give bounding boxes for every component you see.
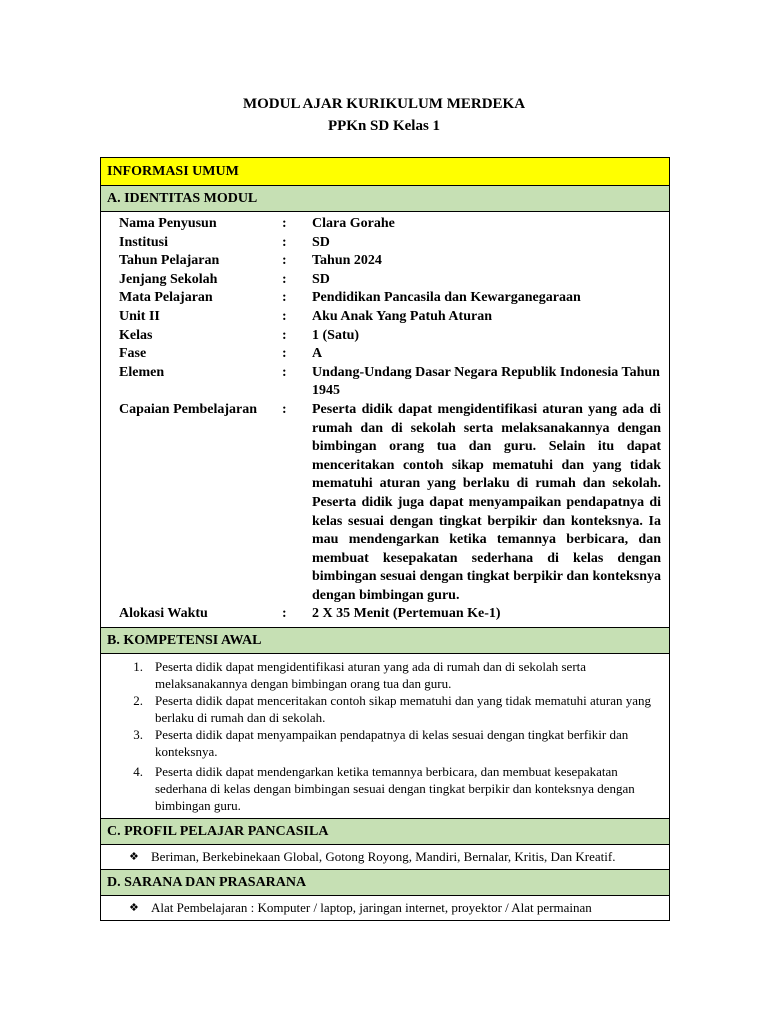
list-item — [101, 658, 661, 692]
section-profil-pelajar: C. PROFIL PELAJAR PANCASILA — [101, 819, 669, 845]
identitas-row — [119, 308, 663, 327]
diamond-bullet-icon: ❖ — [129, 850, 139, 864]
row-label: Alokasi Waktu — [119, 606, 208, 622]
row-colon: : — [282, 346, 287, 362]
identitas-row — [119, 234, 663, 253]
list-item — [101, 763, 661, 814]
list-number: 2. — [133, 693, 143, 709]
section-kompetensi-awal: B. KOMPETENSI AWAL — [101, 628, 669, 654]
document-title: MODUL AJAR KURIKULUM MERDEKA — [242, 96, 526, 112]
row-label: Mata Pelajaran — [119, 290, 213, 306]
list-text: Peserta didik dapat mendengarkan ketika temannya berbicara, dan membuat kesepakatan sederhana di kelas dengan bimbingan sesuai dengan tingkat berpikir dan konteksnya dengan bimbingan guru. — [155, 764, 635, 814]
identitas-row — [119, 327, 663, 346]
row-label: Fase — [119, 346, 147, 362]
list-text: Peserta didik dapat menceritakan contoh sikap mematuhi dan yang tidak mematuhi aturan yang berlaku di rumah dan di sekolah. — [155, 693, 652, 726]
sarana-text: Alat Pembelajaran : Komputer / laptop, jaringan internet, proyektor / Alat permainan — [151, 900, 592, 916]
list-text: Peserta didik dapat menyampaikan pendapatnya di kelas sesuai dengan tingkat berfikir dan konteksnya. — [155, 727, 629, 760]
row-value: A — [312, 346, 323, 362]
row-value: Peserta didik dapat mengidentifikasi aturan yang ada di rumah dan di sekolah serta melaksanakannya dengan bimbingan orang tua dan guru. Selain itu dapat menceritakan contoh sikap mematuhi dan yang tidak mematuhi aturan yang berlaku di rumah dan sekolah. Peserta didik juga dapat menyampaikan pendapatnya di kelas sesuai dengan tingkat berpikir dan konteksnya. Ia mau mendengarkan ketika temannya berbicara, dan membuat kesepakatan sederhana di kelas dengan bimbingan sesuai dengan tingkat berpikir dan konteksnya dengan bimbingan guru. — [312, 401, 661, 603]
sarana-item — [101, 896, 669, 920]
list-number: 1. — [133, 659, 143, 675]
row-colon: : — [282, 253, 287, 269]
identitas-row — [119, 271, 663, 290]
row-label: Capaian Pembelajaran — [119, 401, 258, 417]
row-colon: : — [282, 290, 287, 306]
list-number: 3. — [133, 727, 143, 743]
row-value: Aku Anak Yang Patuh Aturan — [312, 308, 492, 324]
row-value: Pendidikan Pancasila dan Kewarganegaraan — [312, 290, 581, 306]
identitas-row — [119, 345, 663, 364]
identitas-block — [101, 212, 669, 628]
row-value: Undang-Undang Dasar Negara Republik Indonesia Tahun 1945 — [312, 364, 660, 399]
row-colon: : — [282, 606, 287, 622]
identitas-row — [119, 252, 663, 271]
diamond-bullet-icon: ❖ — [129, 901, 139, 915]
row-colon: : — [282, 364, 287, 380]
row-label: Institusi — [119, 234, 169, 250]
row-label: Tahun Pelajaran — [119, 253, 220, 269]
section-sarana-prasarana: D. SARANA DAN PRASARANA — [101, 870, 669, 896]
row-colon: : — [282, 271, 287, 287]
row-value: Tahun 2024 — [312, 253, 382, 269]
section-informasi-umum: INFORMASI UMUM — [101, 158, 669, 186]
identitas-row — [119, 364, 663, 401]
row-colon: : — [282, 234, 287, 250]
list-item — [101, 692, 661, 726]
row-value: SD — [312, 234, 330, 250]
row-label: Kelas — [119, 327, 153, 343]
identitas-row — [119, 401, 663, 606]
section-identitas-modul: A. IDENTITAS MODUL — [101, 186, 669, 212]
list-text: Peserta didik dapat mengidentifikasi aturan yang ada di rumah dan di sekolah serta melaksanakannya dengan bimbingan orang tua dan guru. — [155, 659, 587, 692]
identitas-row — [119, 289, 663, 308]
list-item — [101, 726, 661, 760]
row-label: Elemen — [119, 364, 165, 380]
kompetensi-list — [101, 654, 669, 819]
row-label: Nama Penyusun — [119, 216, 217, 231]
row-value: Clara Gorahe — [312, 216, 395, 231]
row-value: 1 (Satu) — [312, 327, 360, 343]
profil-text: Beriman, Berkebinekaan Global, Gotong Royong, Mandiri, Bernalar, Kritis, Dan Kreatif. — [151, 849, 616, 865]
document-subtitle: PPKn SD Kelas 1 — [327, 118, 441, 134]
row-colon: : — [282, 216, 287, 231]
row-label: Unit II — [119, 308, 160, 324]
profil-item — [101, 845, 669, 870]
list-number: 4. — [133, 764, 143, 780]
identitas-row — [119, 605, 663, 624]
row-colon: : — [282, 327, 287, 343]
row-label: Jenjang Sekolah — [119, 271, 218, 287]
row-colon: : — [282, 308, 287, 324]
module-table — [100, 157, 670, 921]
row-colon: : — [282, 401, 287, 417]
row-value: 2 X 35 Menit (Pertemuan Ke-1) — [312, 606, 501, 622]
row-value: SD — [312, 271, 330, 287]
identitas-row — [119, 215, 663, 234]
